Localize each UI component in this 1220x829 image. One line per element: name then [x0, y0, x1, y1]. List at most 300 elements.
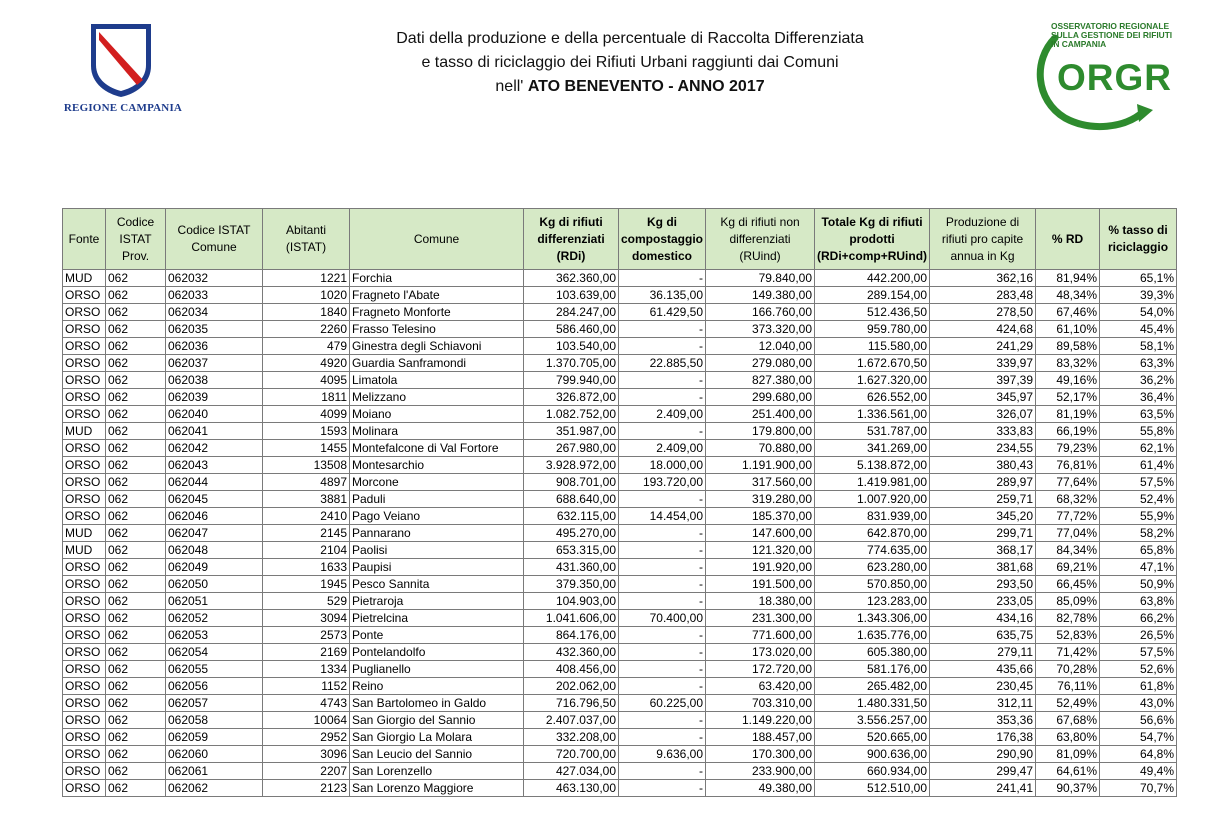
table-cell: 56,6%	[1100, 712, 1177, 729]
table-cell: 188.457,00	[706, 729, 815, 746]
table-cell: 716.796,50	[524, 695, 619, 712]
table-cell: 49.380,00	[706, 780, 815, 797]
table-cell: 84,34%	[1036, 542, 1100, 559]
table-cell: -	[619, 559, 706, 576]
table-cell: 2169	[263, 644, 350, 661]
table-cell: 13508	[263, 457, 350, 474]
table-cell: 67,68%	[1036, 712, 1100, 729]
table-cell: 1945	[263, 576, 350, 593]
table-cell: 799.940,00	[524, 372, 619, 389]
table-row	[63, 780, 1177, 797]
table-cell: -	[619, 372, 706, 389]
table-cell: 191.500,00	[706, 576, 815, 593]
table-cell: MUD	[63, 270, 106, 287]
table-cell: 58,1%	[1100, 338, 1177, 355]
column-header: Produzione di rifiuti pro capite annua in Kg	[930, 209, 1036, 270]
table-cell: 2145	[263, 525, 350, 542]
table-cell: 1.149.220,00	[706, 712, 815, 729]
table-cell: 172.720,00	[706, 661, 815, 678]
table-cell: 289.154,00	[815, 287, 930, 304]
table-cell: 49,4%	[1100, 763, 1177, 780]
column-header: Codice ISTAT Prov.	[106, 209, 166, 270]
table-row	[63, 338, 1177, 355]
table-cell: 191.920,00	[706, 559, 815, 576]
table-cell: 14.454,00	[619, 508, 706, 525]
column-header: Kg di rifiuti non differenziati (RUind)	[706, 209, 815, 270]
table-cell: 279.080,00	[706, 355, 815, 372]
title-line-1: Dati della produzione e della percentuale di Raccolta Differenziata	[396, 30, 864, 47]
table-cell: 166.760,00	[706, 304, 815, 321]
table-cell: 69,21%	[1036, 559, 1100, 576]
table-cell: 062	[106, 593, 166, 610]
table-cell: 290,90	[930, 746, 1036, 763]
table-cell: 062	[106, 270, 166, 287]
table-cell: 062	[106, 372, 166, 389]
table-cell: 48,34%	[1036, 287, 1100, 304]
orgr-acronym: ORGR	[1057, 57, 1172, 98]
table-cell: 63,3%	[1100, 355, 1177, 372]
table-cell: Montefalcone di Val Fortore	[350, 440, 524, 457]
table-cell: 333,83	[930, 423, 1036, 440]
table-row	[63, 576, 1177, 593]
table-cell: 121.320,00	[706, 542, 815, 559]
table-cell: 062	[106, 525, 166, 542]
table-cell: Puglianello	[350, 661, 524, 678]
table-cell: 52,4%	[1100, 491, 1177, 508]
table-cell: -	[619, 542, 706, 559]
table-cell: 1020	[263, 287, 350, 304]
table-row	[63, 304, 1177, 321]
table-cell: 3.556.257,00	[815, 712, 930, 729]
table-cell: 76,81%	[1036, 457, 1100, 474]
table-cell: 062	[106, 542, 166, 559]
table-cell: 062052	[166, 610, 263, 627]
table-cell: 231.300,00	[706, 610, 815, 627]
table-cell: 2573	[263, 627, 350, 644]
table-cell: 54,7%	[1100, 729, 1177, 746]
table-row	[63, 712, 1177, 729]
table-cell: Paolisi	[350, 542, 524, 559]
table-cell: 831.939,00	[815, 508, 930, 525]
table-cell: 63,5%	[1100, 406, 1177, 423]
table-row	[63, 661, 1177, 678]
table-cell: 581.176,00	[815, 661, 930, 678]
table-cell: Pietraroja	[350, 593, 524, 610]
table-cell: 77,04%	[1036, 525, 1100, 542]
table-cell: Pietrelcina	[350, 610, 524, 627]
table-cell: 299,71	[930, 525, 1036, 542]
table-cell: 9.636,00	[619, 746, 706, 763]
table-cell: 570.850,00	[815, 576, 930, 593]
table-cell: -	[619, 593, 706, 610]
table-cell: 062	[106, 678, 166, 695]
table-cell: -	[619, 491, 706, 508]
waste-data-table	[62, 208, 1177, 797]
table-cell: 720.700,00	[524, 746, 619, 763]
table-cell: 284.247,00	[524, 304, 619, 321]
table-cell: 908.701,00	[524, 474, 619, 491]
table-cell: 353,36	[930, 712, 1036, 729]
table-cell: 62,1%	[1100, 440, 1177, 457]
table-cell: 278,50	[930, 304, 1036, 321]
table-cell: 062	[106, 729, 166, 746]
table-cell: 341.269,00	[815, 440, 930, 457]
table-cell: 61,10%	[1036, 321, 1100, 338]
table-cell: 279,11	[930, 644, 1036, 661]
table-cell: 77,64%	[1036, 474, 1100, 491]
table-cell: 1633	[263, 559, 350, 576]
table-cell: 345,97	[930, 389, 1036, 406]
column-header: Comune	[350, 209, 524, 270]
column-header: % tasso di riciclaggio	[1100, 209, 1177, 270]
table-cell: Frasso Telesino	[350, 321, 524, 338]
table-cell: Forchia	[350, 270, 524, 287]
table-cell: 351.987,00	[524, 423, 619, 440]
table-cell: 49,16%	[1036, 372, 1100, 389]
page-header	[0, 0, 1220, 200]
table-cell: 185.370,00	[706, 508, 815, 525]
table-cell: 062	[106, 763, 166, 780]
table-cell: 062040	[166, 406, 263, 423]
table-cell: 1811	[263, 389, 350, 406]
table-cell: -	[619, 389, 706, 406]
table-cell: 299,47	[930, 763, 1036, 780]
table-cell: 233.900,00	[706, 763, 815, 780]
table-cell: 1334	[263, 661, 350, 678]
table-cell: 3.928.972,00	[524, 457, 619, 474]
table-cell: 442.200,00	[815, 270, 930, 287]
table-cell: 81,09%	[1036, 746, 1100, 763]
table-cell: 380,43	[930, 457, 1036, 474]
table-cell: 062061	[166, 763, 263, 780]
table-cell: 79.840,00	[706, 270, 815, 287]
table-row	[63, 389, 1177, 406]
table-row	[63, 763, 1177, 780]
table-cell: 586.460,00	[524, 321, 619, 338]
table-cell: San Leucio del Sannio	[350, 746, 524, 763]
table-cell: 653.315,00	[524, 542, 619, 559]
table-cell: 63,8%	[1100, 593, 1177, 610]
table-cell: 60.225,00	[619, 695, 706, 712]
table-row	[63, 440, 1177, 457]
table-cell: 688.640,00	[524, 491, 619, 508]
table-cell: 63.420,00	[706, 678, 815, 695]
crest-icon	[89, 22, 153, 98]
table-row	[63, 457, 1177, 474]
table-cell: ORSO	[63, 491, 106, 508]
table-cell: 173.020,00	[706, 644, 815, 661]
table-cell: 1.635.776,00	[815, 627, 930, 644]
table-cell: ORSO	[63, 372, 106, 389]
table-cell: 635,75	[930, 627, 1036, 644]
table-cell: 864.176,00	[524, 627, 619, 644]
table-cell: 47,1%	[1100, 559, 1177, 576]
table-cell: 12.040,00	[706, 338, 815, 355]
table-row	[63, 729, 1177, 746]
table-cell: Molinara	[350, 423, 524, 440]
table-cell: 900.636,00	[815, 746, 930, 763]
table-cell: 241,29	[930, 338, 1036, 355]
table-cell: 1.480.331,50	[815, 695, 930, 712]
table-cell: 2.409,00	[619, 440, 706, 457]
table-cell: 062043	[166, 457, 263, 474]
table-cell: San Giorgio del Sannio	[350, 712, 524, 729]
table-row	[63, 491, 1177, 508]
table-cell: 379.350,00	[524, 576, 619, 593]
table-cell: ORSO	[63, 627, 106, 644]
table-cell: 427.034,00	[524, 763, 619, 780]
table-cell: San Lorenzello	[350, 763, 524, 780]
table-cell: ORSO	[63, 321, 106, 338]
table-cell: -	[619, 644, 706, 661]
table-row	[63, 474, 1177, 491]
table-cell: 89,58%	[1036, 338, 1100, 355]
table-cell: 062	[106, 661, 166, 678]
table-cell: 062	[106, 406, 166, 423]
table-row	[63, 593, 1177, 610]
column-header: % RD	[1036, 209, 1100, 270]
table-cell: 368,17	[930, 542, 1036, 559]
table-cell: Reino	[350, 678, 524, 695]
regione-campania-logo	[62, 22, 184, 122]
table-cell: ORSO	[63, 440, 106, 457]
table-cell: 062	[106, 304, 166, 321]
table-cell: 2207	[263, 763, 350, 780]
table-cell: 062048	[166, 542, 263, 559]
table-cell: 265.482,00	[815, 678, 930, 695]
table-cell: Fragneto Monforte	[350, 304, 524, 321]
table-cell: 1840	[263, 304, 350, 321]
table-cell: 267.980,00	[524, 440, 619, 457]
table-cell: 202.062,00	[524, 678, 619, 695]
table-cell: 345,20	[930, 508, 1036, 525]
table-cell: 18.380,00	[706, 593, 815, 610]
table-cell: 66,2%	[1100, 610, 1177, 627]
table-cell: 062041	[166, 423, 263, 440]
table-cell: Moiano	[350, 406, 524, 423]
table-cell: 123.283,00	[815, 593, 930, 610]
table-cell: 283,48	[930, 287, 1036, 304]
table-cell: 062054	[166, 644, 263, 661]
table-cell: ORSO	[63, 576, 106, 593]
table-cell: 299.680,00	[706, 389, 815, 406]
table-cell: 062034	[166, 304, 263, 321]
table-cell: Ginestra degli Schiavoni	[350, 338, 524, 355]
table-cell: 431.360,00	[524, 559, 619, 576]
table-cell: 479	[263, 338, 350, 355]
table-cell: 2.409,00	[619, 406, 706, 423]
table-cell: -	[619, 678, 706, 695]
table-cell: 660.934,00	[815, 763, 930, 780]
table-cell: ORSO	[63, 406, 106, 423]
table-cell: 397,39	[930, 372, 1036, 389]
column-header: Kg di compostaggio domestico	[619, 209, 706, 270]
table-cell: 362,16	[930, 270, 1036, 287]
table-cell: 26,5%	[1100, 627, 1177, 644]
table-cell: 52,83%	[1036, 627, 1100, 644]
table-cell: 062042	[166, 440, 263, 457]
table-cell: 373.320,00	[706, 321, 815, 338]
table-cell: 062	[106, 746, 166, 763]
table-cell: -	[619, 321, 706, 338]
table-cell: 2.407.037,00	[524, 712, 619, 729]
table-cell: 147.600,00	[706, 525, 815, 542]
table-cell: 293,50	[930, 576, 1036, 593]
table-cell: 1.672.670,50	[815, 355, 930, 372]
table-cell: 10064	[263, 712, 350, 729]
orgr-line-3: IN CAMPANIA	[1051, 39, 1107, 49]
table-row	[63, 627, 1177, 644]
table-cell: 062	[106, 389, 166, 406]
table-cell: ORSO	[63, 559, 106, 576]
table-cell: 062053	[166, 627, 263, 644]
table-cell: 062032	[166, 270, 263, 287]
table-cell: 36,2%	[1100, 372, 1177, 389]
table-cell: ORSO	[63, 610, 106, 627]
table-cell: ORSO	[63, 457, 106, 474]
table-row	[63, 695, 1177, 712]
table-cell: 317.560,00	[706, 474, 815, 491]
table-row	[63, 372, 1177, 389]
table-cell: 062060	[166, 746, 263, 763]
table-cell: 062046	[166, 508, 263, 525]
table-cell: -	[619, 627, 706, 644]
table-cell: 062	[106, 287, 166, 304]
table-row	[63, 508, 1177, 525]
table-row	[63, 610, 1177, 627]
table-cell: 66,19%	[1036, 423, 1100, 440]
table-cell: 57,5%	[1100, 644, 1177, 661]
table-cell: 57,5%	[1100, 474, 1177, 491]
orgr-line-1: OSSERVATORIO REGIONALE	[1051, 21, 1170, 31]
table-cell: MUD	[63, 423, 106, 440]
table-cell: 61,4%	[1100, 457, 1177, 474]
table-cell: 435,66	[930, 661, 1036, 678]
table-row	[63, 525, 1177, 542]
table-cell: ORSO	[63, 780, 106, 797]
table-row	[63, 559, 1177, 576]
table-cell: 70.400,00	[619, 610, 706, 627]
table-cell: 85,09%	[1036, 593, 1100, 610]
table-cell: 062	[106, 355, 166, 372]
table-cell: ORSO	[63, 593, 106, 610]
title-line-3-prefix: nell'	[495, 78, 524, 95]
table-cell: ORSO	[63, 695, 106, 712]
table-cell: 1455	[263, 440, 350, 457]
table-cell: ORSO	[63, 746, 106, 763]
table-cell: 827.380,00	[706, 372, 815, 389]
table-cell: 623.280,00	[815, 559, 930, 576]
table-cell: ORSO	[63, 474, 106, 491]
table-cell: 2410	[263, 508, 350, 525]
table-cell: 339,97	[930, 355, 1036, 372]
table-cell: 326.872,00	[524, 389, 619, 406]
table-cell: 54,0%	[1100, 304, 1177, 321]
title-line-3-bold: ATO BENEVENTO - ANNO 2017	[527, 78, 765, 95]
table-cell: 2123	[263, 780, 350, 797]
table-cell: Montesarchio	[350, 457, 524, 474]
table-cell: 1.419.981,00	[815, 474, 930, 491]
table-cell: 062037	[166, 355, 263, 372]
table-cell: 062	[106, 712, 166, 729]
table-cell: MUD	[63, 525, 106, 542]
table-cell: 605.380,00	[815, 644, 930, 661]
column-header: Totale Kg di rifiuti prodotti (RDi+comp+RUind)	[815, 209, 930, 270]
table-cell: 103.639,00	[524, 287, 619, 304]
table-cell: 062036	[166, 338, 263, 355]
table-cell: 22.885,50	[619, 355, 706, 372]
table-row	[63, 287, 1177, 304]
table-cell: 50,9%	[1100, 576, 1177, 593]
table-cell: -	[619, 576, 706, 593]
table-cell: -	[619, 338, 706, 355]
table-cell: 062	[106, 423, 166, 440]
table-cell: Pannarano	[350, 525, 524, 542]
table-cell: 83,32%	[1036, 355, 1100, 372]
table-cell: 381,68	[930, 559, 1036, 576]
table-cell: ORSO	[63, 287, 106, 304]
table-cell: 062057	[166, 695, 263, 712]
table-cell: 062	[106, 627, 166, 644]
table-cell: 77,72%	[1036, 508, 1100, 525]
table-cell: 632.115,00	[524, 508, 619, 525]
table-cell: 520.665,00	[815, 729, 930, 746]
table-cell: 1.007.920,00	[815, 491, 930, 508]
table-cell: 4897	[263, 474, 350, 491]
table-cell: 703.310,00	[706, 695, 815, 712]
table-cell: 062	[106, 508, 166, 525]
title-line-2: e tasso di riciclaggio dei Rifiuti Urbani raggiunti dai Comuni	[421, 54, 839, 71]
table-cell: ORSO	[63, 355, 106, 372]
table-cell: 062055	[166, 661, 263, 678]
table-cell: 1152	[263, 678, 350, 695]
table-cell: 062	[106, 576, 166, 593]
table-cell: 65,1%	[1100, 270, 1177, 287]
table-cell: 959.780,00	[815, 321, 930, 338]
table-cell: 193.720,00	[619, 474, 706, 491]
table-cell: 52,17%	[1036, 389, 1100, 406]
table-cell: 3881	[263, 491, 350, 508]
table-cell: 432.360,00	[524, 644, 619, 661]
table-cell: 362.360,00	[524, 270, 619, 287]
table-cell: 64,8%	[1100, 746, 1177, 763]
table-cell: 179.800,00	[706, 423, 815, 440]
table-cell: Pago Veiano	[350, 508, 524, 525]
table-body	[63, 270, 1177, 797]
table-cell: 233,05	[930, 593, 1036, 610]
table-cell: 149.380,00	[706, 287, 815, 304]
table-header-row	[63, 209, 1177, 270]
column-header: Fonte	[63, 209, 106, 270]
table-cell: ORSO	[63, 763, 106, 780]
table-cell: ORSO	[63, 661, 106, 678]
table-cell: 39,3%	[1100, 287, 1177, 304]
table-cell: -	[619, 525, 706, 542]
table-cell: 1.343.306,00	[815, 610, 930, 627]
table-cell: 434,16	[930, 610, 1036, 627]
table-cell: 103.540,00	[524, 338, 619, 355]
table-cell: 495.270,00	[524, 525, 619, 542]
table-row	[63, 542, 1177, 559]
table-cell: 312,11	[930, 695, 1036, 712]
table-cell: 67,46%	[1036, 304, 1100, 321]
table-cell: 062	[106, 321, 166, 338]
table-cell: 2952	[263, 729, 350, 746]
table-cell: 259,71	[930, 491, 1036, 508]
table-cell: 1.191.900,00	[706, 457, 815, 474]
orgr-line-2: SULLA GESTIONE DEI RIFIUTI	[1051, 30, 1173, 40]
table-cell: 4743	[263, 695, 350, 712]
